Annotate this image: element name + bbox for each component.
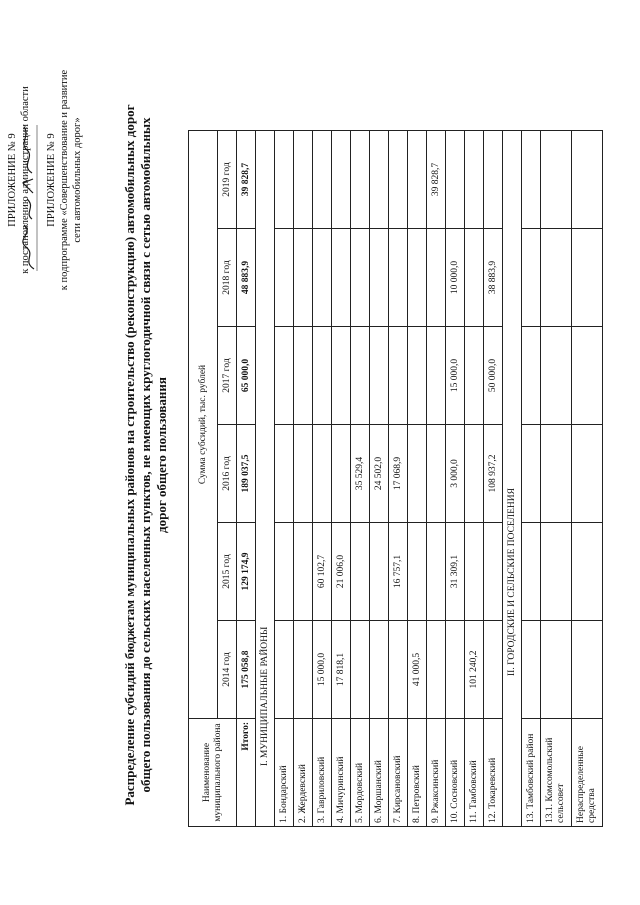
district-name: 10. Сосновский xyxy=(446,719,465,827)
subsidy-value xyxy=(351,327,370,425)
subsidy-value xyxy=(408,327,427,425)
subsidy-value xyxy=(427,523,446,621)
total-label: Итого: xyxy=(237,719,256,827)
district-name: 11. Тамбовский xyxy=(465,719,484,827)
total-value: 175 058,8 xyxy=(237,621,256,719)
subsidy-value: 35 529,4 xyxy=(351,425,370,523)
subsidy-value xyxy=(522,523,541,621)
subsidy-value xyxy=(389,131,408,229)
handwritten-signature xyxy=(18,123,40,273)
table-row xyxy=(522,131,541,827)
district-name: 2. Жердевский xyxy=(294,719,313,827)
subsidy-value xyxy=(484,523,503,621)
subsidy-value xyxy=(465,131,484,229)
subsidy-value xyxy=(541,523,572,621)
subsidy-value xyxy=(408,229,427,327)
table-row xyxy=(465,131,484,827)
subsidy-value xyxy=(370,523,389,621)
subsidy-value xyxy=(294,523,313,621)
subsidy-value: 101 240,2 xyxy=(465,621,484,719)
table-row xyxy=(484,131,503,827)
subsidy-value: 15 000,0 xyxy=(313,621,332,719)
appendix-reference: к постановлению администрации области xyxy=(20,86,31,274)
subsidy-value xyxy=(446,621,465,719)
year-header: 2018 год xyxy=(218,229,237,327)
subsidy-value xyxy=(541,327,572,425)
subsidy-value: 50 000,0 xyxy=(484,327,503,425)
subsidy-value xyxy=(332,425,351,523)
subsidy-value xyxy=(275,131,294,229)
subsidy-value: 108 937,2 xyxy=(484,425,503,523)
table-row xyxy=(446,131,465,827)
table-row xyxy=(275,131,294,827)
district-name: 1. Бондарский xyxy=(275,719,294,827)
subsidy-value xyxy=(351,621,370,719)
heading-line-1: Распределение субсидий бюджетам муниципальных районов на строительство (реконструкцию) автомобильных дорог xyxy=(122,104,137,806)
subsidy-value xyxy=(313,131,332,229)
subsidy-value: 24 502,0 xyxy=(370,425,389,523)
table-row xyxy=(313,131,332,827)
subsidy-value xyxy=(408,131,427,229)
subsidy-value xyxy=(572,621,603,719)
subsidy-value xyxy=(313,425,332,523)
document-heading xyxy=(122,75,170,835)
section-municipal-districts: I. МУНИЦИПАЛЬНЫЕ РАЙОНЫ xyxy=(256,131,275,827)
subsidy-value xyxy=(465,523,484,621)
district-name: 12. Токаревский xyxy=(484,719,503,827)
settlement-rows xyxy=(522,131,603,827)
table-row xyxy=(294,131,313,827)
subsidy-value xyxy=(522,327,541,425)
section-row xyxy=(503,131,522,827)
subsidy-value xyxy=(408,523,427,621)
subsidy-value xyxy=(313,327,332,425)
year-header: 2014 год xyxy=(218,621,237,719)
subsidy-value xyxy=(541,621,572,719)
section-settlements: II. ГОРОДСКИЕ И СЕЛЬСКИЕ ПОСЕЛЕНИЯ xyxy=(503,131,522,827)
total-value: 189 037,5 xyxy=(237,425,256,523)
subsidy-value xyxy=(541,425,572,523)
subsidy-value xyxy=(465,327,484,425)
subsidy-value: 41 000,5 xyxy=(408,621,427,719)
subsidy-value xyxy=(332,131,351,229)
appendix-subtitle: ПРИЛОЖЕНИЕ № 9 xyxy=(46,133,57,227)
subsidy-value xyxy=(294,229,313,327)
subsidy-value xyxy=(389,621,408,719)
subsidy-value xyxy=(541,229,572,327)
district-rows xyxy=(275,131,503,827)
table-row xyxy=(541,131,572,827)
subsidy-value xyxy=(427,229,446,327)
year-header: 2019 год xyxy=(218,131,237,229)
district-name: 6. Моршанский xyxy=(370,719,389,827)
subsidy-value xyxy=(572,327,603,425)
subsidy-value xyxy=(370,229,389,327)
section-row xyxy=(256,131,275,827)
subsidy-value xyxy=(351,131,370,229)
subsidy-value xyxy=(332,327,351,425)
table-row xyxy=(332,131,351,827)
subsidy-value xyxy=(465,425,484,523)
subsidy-value: 60 102,7 xyxy=(313,523,332,621)
subsidy-value xyxy=(484,621,503,719)
subsidy-value xyxy=(370,621,389,719)
subsidy-value xyxy=(389,327,408,425)
subsidy-value xyxy=(572,425,603,523)
subsidy-value xyxy=(427,327,446,425)
header-subsidy-sum: Сумма субсидий, тыс. рублей xyxy=(189,131,218,719)
district-name: 8. Петровский xyxy=(408,719,427,827)
subsidy-value: 10 000,0 xyxy=(446,229,465,327)
subsidy-value xyxy=(522,229,541,327)
subsidy-value xyxy=(370,327,389,425)
total-value: 129 174,9 xyxy=(237,523,256,621)
subsidy-value xyxy=(294,621,313,719)
district-name: Нераспределенные средства xyxy=(572,719,603,827)
subsidy-value: 38 883,9 xyxy=(484,229,503,327)
subsidy-value xyxy=(572,131,603,229)
subsidy-value xyxy=(294,327,313,425)
appendix-title: ПРИЛОЖЕНИЕ № 9 xyxy=(7,133,18,227)
district-name: 13.1. Комсомольский сельсовет xyxy=(541,719,572,827)
subsidy-table xyxy=(188,130,603,827)
subsidy-value xyxy=(294,131,313,229)
district-name: 9. Ржаксинский xyxy=(427,719,446,827)
subsidy-value xyxy=(275,327,294,425)
subsidy-value xyxy=(522,425,541,523)
subsidy-value xyxy=(370,131,389,229)
table-row xyxy=(408,131,427,827)
subsidy-value xyxy=(389,229,408,327)
subsidy-value: 3 000,0 xyxy=(446,425,465,523)
subsidy-value xyxy=(275,229,294,327)
year-header: 2017 год xyxy=(218,327,237,425)
appendix-subprogram: к подпрограмме «Совершенствование и развитие xyxy=(59,69,70,291)
table-row xyxy=(370,131,389,827)
subsidy-value: 16 757,1 xyxy=(389,523,408,621)
district-name: 3. Гавриловский xyxy=(313,719,332,827)
subsidy-value xyxy=(351,229,370,327)
table-row xyxy=(427,131,446,827)
subsidy-value: 17 068,9 xyxy=(389,425,408,523)
subsidy-value xyxy=(522,621,541,719)
subsidy-value xyxy=(522,131,541,229)
subsidy-value: 39 828,7 xyxy=(427,131,446,229)
subsidy-value xyxy=(351,523,370,621)
subsidy-value xyxy=(275,523,294,621)
subsidy-value xyxy=(313,229,332,327)
total-value: 65 000,0 xyxy=(237,327,256,425)
subsidy-value: 21 006,0 xyxy=(332,523,351,621)
subsidy-value xyxy=(484,131,503,229)
subsidy-value xyxy=(572,523,603,621)
subsidy-value xyxy=(332,229,351,327)
header-district-name: Наименование муниципального района xyxy=(189,719,237,827)
heading-line-3: дорог общего пользования xyxy=(154,377,169,533)
district-name: 4. Мичуринский xyxy=(332,719,351,827)
subsidy-value xyxy=(275,425,294,523)
year-header: 2015 год xyxy=(218,523,237,621)
subsidy-value xyxy=(427,621,446,719)
total-row xyxy=(237,131,256,827)
year-header: 2016 год xyxy=(218,425,237,523)
table-row xyxy=(351,131,370,827)
subsidy-value: 31 309,1 xyxy=(446,523,465,621)
appendix-subprogram-cont: сети автомобильных дорог» xyxy=(72,117,83,243)
subsidy-value xyxy=(427,425,446,523)
subsidy-value xyxy=(408,425,427,523)
subsidy-value xyxy=(275,621,294,719)
subsidy-value xyxy=(572,229,603,327)
district-name: 7. Кирсановский xyxy=(389,719,408,827)
district-name: 13. Тамбовский район xyxy=(522,719,541,827)
heading-line-2: общего пользования до сельских населенных пунктов, не имеющих круглогодичной связи с сетью автомобильных xyxy=(138,117,153,793)
total-value: 48 883,9 xyxy=(237,229,256,327)
subsidy-value xyxy=(465,229,484,327)
subsidy-value xyxy=(294,425,313,523)
table-row xyxy=(389,131,408,827)
table-row xyxy=(572,131,603,827)
subsidy-value xyxy=(541,131,572,229)
subsidy-value xyxy=(446,131,465,229)
district-name: 5. Мордовский xyxy=(351,719,370,827)
total-value: 39 828,7 xyxy=(237,131,256,229)
subsidy-value: 15 000,0 xyxy=(446,327,465,425)
subsidy-value: 17 818,1 xyxy=(332,621,351,719)
